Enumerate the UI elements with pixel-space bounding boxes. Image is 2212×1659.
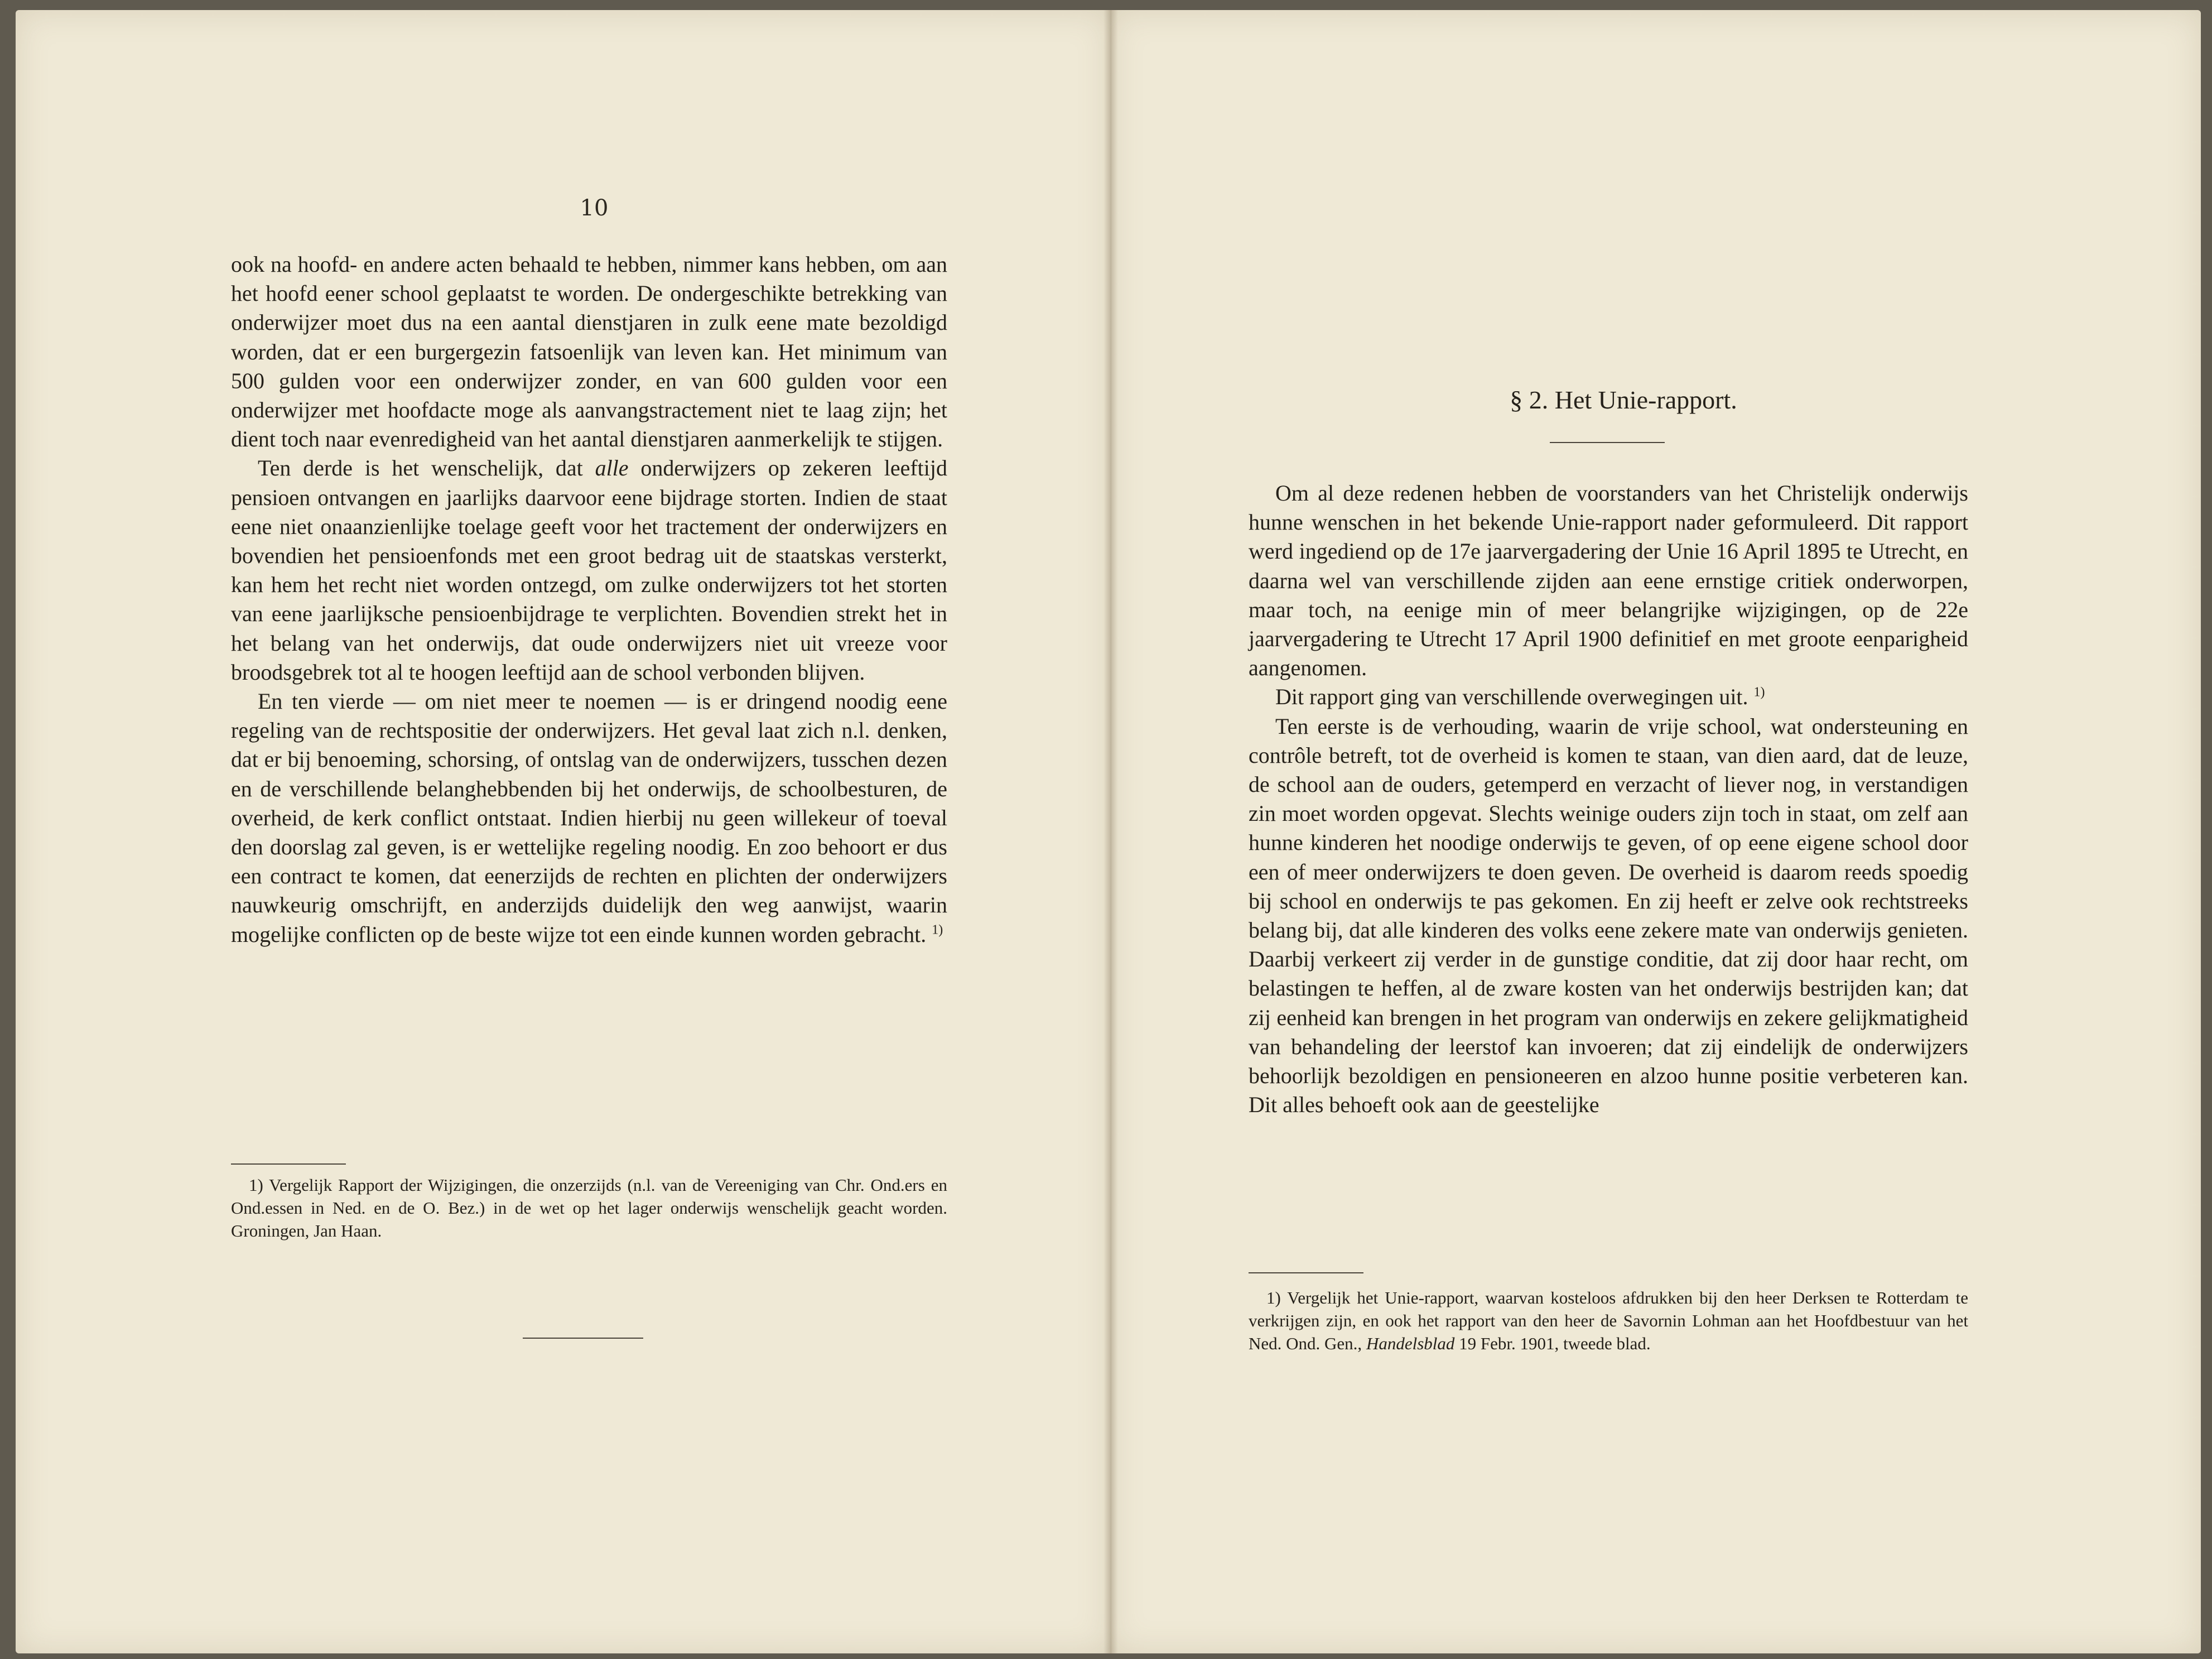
paragraph-continuation: ook na hoofd- en andere acten behaald te hebben, nimmer kans hebben, om aan het hoofd eener school geplaatst te worden. De ondergeschikte betrekking van onderwijzer moet dus na een aantal dienstjaren in zulk eene mate bezoldigd worden, dat er een burgergezin fatsoenlijk van leven kan. Het minimum van 500 gulden voor een onderwijzer zonder, en van 600 gulden voor een onderwijzer met hoofdacte moge als aanvangstractement niet te laag zijn; het dient toch naar evenredigheid van het aantal dienstjaren aanmerkelijk te stijgen. [231, 252, 947, 452]
paragraph-legal-position-text: En ten vierde — om niet meer te noemen — is er dringend noodig eene regeling van de rechtspositie der onderwijzers. Het geval laat zich n.l. denken, dat er bij benoeming, schorsing, of ontslag van de onderwijzers, tusschen dezen en de verschillende belanghebbenden bij het onderwijs, de schoolbesturen, de overheid, de kerk conflict ontstaat. Indien hierbij nu geen willekeur of toeval den doorslag zal geven, is er wettelijke regeling noodig. En zoo behoort er dus een contract te komen, dat eenerzijds de rechten en plichten der onderwijzers nauwkeurig omschrijft, en anderzijds duidelijk den weg aanwijst, waarin mogelijke conflicten op de beste wijze tot een einde kunnen worden gebracht. [231, 689, 947, 947]
left-footnote-text: 1) Vergelijk Rapport der Wijzigingen, die onzerzijds (n.l. van de Vereeniging van Chr. Ond.ers en Ond.essen in Ned. en de O. Bez.) in de wet op het lager onderwijs wenschelijk geacht worden. Groningen, Jan Haan. [231, 1175, 947, 1240]
paragraph-first-point: Ten eerste is de verhouding, waarin de vrije school, wat ondersteuning en contrôle betreft, tot de overheid is komen te staan, van dien aard, dat de leuze, de school aan de ouders, getemperd en verzacht of liever nog, in verstandigen zin moet worden opgevat. Slechts weinige ouders zijn toch in staat, om zelf aan hunne kinderen het noodige onderwijs te geven, of op eene eigene school door een of meer onderwijzers te doen geven. De overheid is daarom reeds spoedig bij school en onderwijs te pas gekomen. En zij heeft er zelve ook rechtstreeks belang bij, dat alle kinderen des volks eene zekere mate van onderwijs genieten. Daarbij verkeert zij verder in de gunstige conditie, dat zij door haar recht, om belastingen te heffen, al de zware kosten van het onderwijs bestrijden kan; dat zij eenheid kan brengen in het program van onderwijs en zekere gelijkmatigheid van behandeling der leerstof kan invoeren; dat zij eindelijk de onderwijzers behoorlijk bezoldigen en pensioneeren en alzoo hunne positie verbeteren kan. Dit alles behoeft ook aan de geestelijke [1249, 713, 1968, 1118]
footnote-separator [231, 1163, 346, 1165]
book-gutter [1103, 10, 1118, 1653]
page-number: 10 [580, 195, 609, 221]
footnote-mark: 1) [1753, 685, 1765, 700]
right-footnote [1249, 1286, 1968, 1355]
paragraph-unie-intro: Om al deze redenen hebben de voorstanders van het Christelijk onderwijs hunne wenschen in het bekende Unie-rapport nader geformuleerd. Dit rapport werd ingediend op de 17e jaarvergadering der Unie 16 April 1895 te Utrecht, en daarna wel van verschillende zijden aan eene ernstige critiek onderworpen, maar toch, na eenige min of meer belangrijke wijzigingen, op de 22e jaarvergadering te Utrecht 17 April 1900 definitief en met groote eenparigheid aangenomen. [1249, 480, 1968, 681]
paragraph-legal-position [231, 687, 947, 949]
footnote-mark: 1) [932, 922, 943, 937]
right-footnote-text: 1) Vergelijk het Unie-rapport, waarvan kosteloos afdrukken bij den heer Derksen te Rotterdam te verkrijgen zijn, en ook het rapport van den heer de Savornin Lohman aan het Hoofdbestuur van het Ned. Ond. Gen., Handelsblad 19 Febr. 1901, tweede blad. [1249, 1288, 1968, 1353]
section-heading: § 2. Het Unie-rapport. [1510, 386, 1737, 414]
emphasis-word: alle [595, 455, 629, 481]
left-footnote [231, 1174, 947, 1242]
paragraph-pension [231, 454, 947, 687]
heading-rule [1550, 442, 1665, 443]
left-page-body [231, 250, 947, 949]
page-end-rule [523, 1338, 643, 1339]
paragraph-pension-text: Ten derde is het wenschelijk, dat alle onderwijzers op zekeren leeftijd pensioen ontvangen en jaarlijks daarvoor eene bijdrage storten. Indien de staat eene niet onaanzienlijke toelage geeft voor het tractement der onderwijzers en bovendien het pensioenfonds met een groot bedrag uit de staatskas versterkt, kan hem het recht niet worden ontzegd, om zulke onderwijzers tot het storten van eene jaarlijksche pensioenbijdrage te verplichten. Bovendien strekt het in het belang van het onderwijs, dat oude onderwijzers niet uit vreeze voor broodsgebrek tot al te hoogen leeftijd aan de school verbonden blijven. [231, 455, 947, 685]
paragraph-considerations [1249, 682, 1968, 711]
footnote-separator [1249, 1272, 1363, 1273]
paragraph-considerations-text: Dit rapport ging van verschillende overwegingen uit. [1275, 684, 1748, 710]
right-page-body [1249, 479, 1968, 1119]
